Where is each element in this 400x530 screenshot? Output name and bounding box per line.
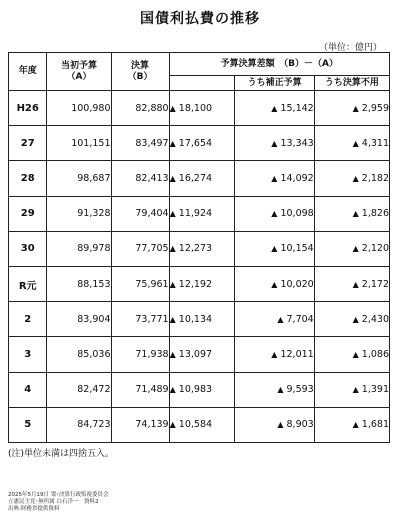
cell-settled: 74,139 [111, 407, 169, 442]
cell-settled: 73,771 [111, 302, 169, 337]
page-title: 国債利払費の推移 [140, 11, 260, 27]
triangle-marker: ▲ [169, 314, 176, 324]
cell-supplementary [235, 91, 314, 126]
cell-diff-value: 11,924 [178, 208, 213, 220]
unit-label: （単位：億円） [318, 43, 382, 53]
cell-unused [314, 196, 389, 231]
cell-diff-value: 12,192 [178, 278, 213, 290]
table-row [9, 161, 390, 196]
triangle-marker: ▲ [352, 349, 359, 359]
cell-unused-value: 2,430 [361, 313, 389, 325]
cell-settled: 82,880 [111, 91, 169, 126]
cell-supplementary [235, 407, 314, 442]
cell-supplementary [235, 231, 314, 266]
triangle-marker: ▲ [271, 279, 278, 289]
cell-initial: 83,904 [47, 302, 111, 337]
cell-supplementary-value: 9,593 [286, 384, 314, 396]
triangle-marker: ▲ [352, 138, 359, 148]
cell-unused-value: 4,311 [361, 137, 389, 149]
cell-supplementary-value: 13,343 [280, 137, 314, 149]
cell-supplementary [235, 302, 314, 337]
cell-year: 30 [9, 231, 47, 266]
triangle-marker: ▲ [277, 314, 284, 324]
cell-supplementary [235, 337, 314, 372]
header-settled-line2: （B） [127, 71, 153, 82]
footer-source [8, 492, 109, 513]
triangle-marker: ▲ [169, 279, 176, 289]
table-row [9, 372, 390, 407]
cell-initial: 91,328 [47, 196, 111, 231]
cell-supplementary [235, 372, 314, 407]
triangle-marker: ▲ [169, 244, 176, 254]
triangle-marker: ▲ [352, 420, 359, 430]
cell-unused-value: 1,826 [361, 208, 389, 220]
cell-year: 5 [9, 407, 47, 442]
table-row [9, 91, 390, 126]
triangle-marker: ▲ [352, 279, 359, 289]
triangle-marker: ▲ [271, 138, 278, 148]
header-unused: うち決算不用 [314, 76, 389, 91]
cell-settled: 71,489 [111, 372, 169, 407]
triangle-marker: ▲ [271, 209, 278, 219]
cell-supplementary-value: 10,020 [280, 278, 314, 290]
cell-supplementary [235, 266, 314, 301]
cell-diff [169, 266, 235, 301]
cell-initial: 85,036 [47, 337, 111, 372]
cell-diff-value: 18,100 [178, 102, 213, 114]
cell-unused-value: 2,172 [361, 278, 389, 290]
cell-unused-value: 2,959 [361, 102, 389, 114]
cell-unused [314, 91, 389, 126]
cell-supplementary-value: 15,142 [280, 102, 314, 114]
cell-year: R元 [9, 266, 47, 301]
cell-year: 29 [9, 196, 47, 231]
cell-settled: 83,497 [111, 126, 169, 161]
cell-unused-value: 1,681 [361, 419, 389, 431]
cell-diff-value: 17,654 [178, 137, 213, 149]
cell-settled: 79,404 [111, 196, 169, 231]
header-initial-line1: 当初予算 [60, 60, 97, 71]
header-difference: 予算決算差額 （B）－（A） [169, 53, 389, 76]
header-settled-line1: 決算 [131, 60, 150, 71]
cell-unused-value: 1,391 [361, 384, 389, 396]
cell-diff [169, 302, 235, 337]
cell-settled: 82,413 [111, 161, 169, 196]
triangle-marker: ▲ [169, 385, 176, 395]
header-row [9, 53, 390, 76]
triangle-marker: ▲ [169, 349, 176, 359]
note-text: (注)単位未満は四捨五入。 [8, 449, 115, 459]
cell-diff [169, 161, 235, 196]
header-supplementary: うち補正予算 [235, 76, 314, 91]
cell-supplementary-value: 14,092 [280, 172, 314, 184]
cell-initial: 82,472 [47, 372, 111, 407]
cell-diff-value: 16,274 [178, 172, 213, 184]
cell-supplementary-value: 7,704 [286, 313, 314, 325]
triangle-marker: ▲ [352, 314, 359, 324]
table-row [9, 196, 390, 231]
triangle-marker: ▲ [169, 138, 176, 148]
triangle-marker: ▲ [271, 103, 278, 113]
triangle-marker: ▲ [277, 420, 284, 430]
table-row [9, 126, 390, 161]
table-row [9, 266, 390, 301]
triangle-marker: ▲ [352, 244, 359, 254]
triangle-marker: ▲ [169, 103, 176, 113]
cell-diff [169, 231, 235, 266]
cell-supplementary [235, 161, 314, 196]
cell-unused [314, 161, 389, 196]
cell-year: 2 [9, 302, 47, 337]
footer-line-2: 立憲民主党･無所属 白石洋一 資料2 [8, 499, 99, 505]
cell-settled: 71,938 [111, 337, 169, 372]
cell-unused [314, 337, 389, 372]
cell-initial: 89,978 [47, 231, 111, 266]
triangle-marker: ▲ [352, 209, 359, 219]
cell-diff [169, 337, 235, 372]
footer-line-1: 2025年5月19日 衆･決算行政監視委員会 [8, 492, 109, 498]
cell-unused [314, 126, 389, 161]
cell-settled: 75,961 [111, 266, 169, 301]
cell-diff [169, 126, 235, 161]
triangle-marker: ▲ [352, 103, 359, 113]
cell-initial: 98,687 [47, 161, 111, 196]
cell-diff [169, 407, 235, 442]
header-initial-line2: （A） [66, 71, 92, 82]
cell-initial: 88,153 [47, 266, 111, 301]
cell-diff [169, 372, 235, 407]
header-settled [111, 53, 169, 91]
cell-initial: 100,980 [47, 91, 111, 126]
cell-diff-value: 10,584 [178, 419, 213, 431]
cell-settled: 77,705 [111, 231, 169, 266]
triangle-marker: ▲ [271, 244, 278, 254]
cell-year: 4 [9, 372, 47, 407]
cell-unused [314, 407, 389, 442]
header-diff-blank [169, 76, 235, 91]
footer-line-3: 出典:財務省提供資料 [8, 506, 60, 512]
cell-unused-value: 2,120 [361, 243, 389, 255]
table-row [9, 231, 390, 266]
triangle-marker: ▲ [352, 173, 359, 183]
triangle-marker: ▲ [271, 349, 278, 359]
cell-diff-value: 10,983 [178, 384, 213, 396]
cell-supplementary-value: 10,154 [280, 243, 314, 255]
cell-unused-value: 2,182 [361, 172, 389, 184]
triangle-marker: ▲ [271, 173, 278, 183]
cell-supplementary-value: 12,011 [280, 348, 314, 360]
triangle-marker: ▲ [352, 385, 359, 395]
interest-table [8, 52, 390, 443]
cell-supplementary [235, 196, 314, 231]
header-year: 年度 [9, 53, 47, 91]
cell-initial: 101,151 [47, 126, 111, 161]
cell-year: 28 [9, 161, 47, 196]
cell-diff-value: 10,134 [178, 313, 213, 325]
cell-supplementary [235, 126, 314, 161]
table-body [9, 91, 390, 443]
triangle-marker: ▲ [169, 209, 176, 219]
cell-supplementary-value: 8,903 [286, 419, 314, 431]
cell-diff [169, 91, 235, 126]
cell-unused-value: 1,086 [361, 348, 389, 360]
cell-unused [314, 302, 389, 337]
cell-unused [314, 372, 389, 407]
table-row [9, 302, 390, 337]
triangle-marker: ▲ [169, 173, 176, 183]
cell-diff-value: 12,273 [178, 243, 213, 255]
cell-initial: 84,723 [47, 407, 111, 442]
cell-diff-value: 13,097 [178, 348, 213, 360]
cell-year: 3 [9, 337, 47, 372]
triangle-marker: ▲ [169, 420, 176, 430]
cell-supplementary-value: 10,098 [280, 208, 314, 220]
cell-year: H26 [9, 91, 47, 126]
cell-year: 27 [9, 126, 47, 161]
table-row [9, 337, 390, 372]
triangle-marker: ▲ [277, 385, 284, 395]
cell-unused [314, 231, 389, 266]
table-row [9, 407, 390, 442]
header-initial-budget [47, 53, 111, 91]
cell-unused [314, 266, 389, 301]
cell-diff [169, 196, 235, 231]
